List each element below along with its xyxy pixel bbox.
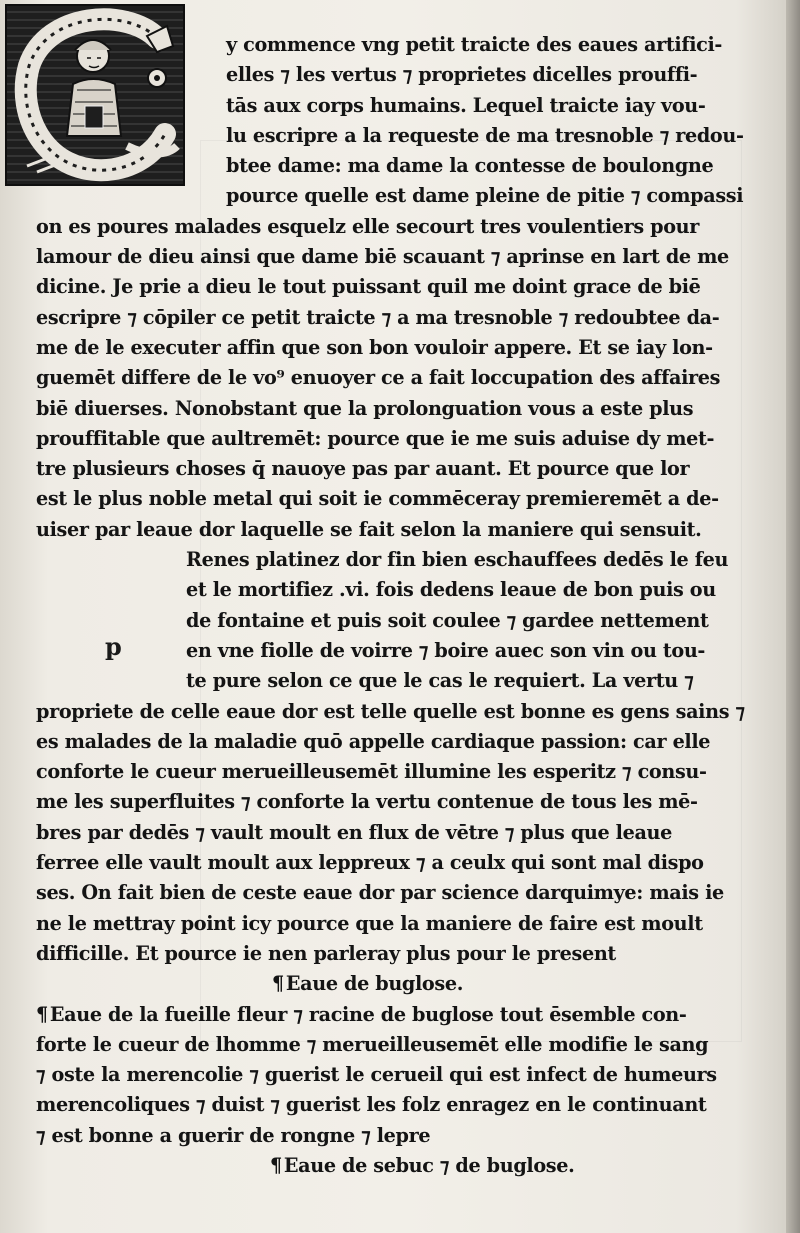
section-heading bbox=[36, 1151, 776, 1181]
text-line: propriete de celle eaue dor est telle quelle est bonne es gens sains ⁊ bbox=[36, 699, 745, 723]
text-line: elles ⁊ les vertus ⁊ proprietes dicelles prouffi- bbox=[226, 63, 698, 87]
text-line: bres par dedēs ⁊ vault moult en flux de vētre ⁊ plus que leaue bbox=[36, 820, 673, 844]
marginal-note: p bbox=[105, 632, 122, 661]
text-line: en vne fiolle de voirre ⁊ boire auec son vin ou tou- bbox=[186, 638, 706, 662]
text-line-content: Eaue de la fueille fleur ⁊ racine de buglose tout ēsemble con- bbox=[49, 1002, 687, 1026]
text-line: est le plus noble metal qui soit ie commēceray premieremēt a de- bbox=[36, 487, 719, 511]
text-line: guemēt differe de le vo⁹ enuoyer ce a fait loccupation des affaires bbox=[36, 366, 721, 390]
text-line: difficille. Et pource ie nen parleray plus pour le present bbox=[36, 941, 616, 965]
text-line: ⁊ est bonne a guerir de rongne ⁊ lepre bbox=[36, 1123, 431, 1147]
pilcrow-icon: ¶ bbox=[272, 972, 284, 996]
text-line: prouffitable que aultremēt: pource que ie me suis aduise dy met- bbox=[36, 426, 715, 450]
text-line: tās aux corps humains. Lequel traicte iay vou- bbox=[226, 93, 706, 117]
text-line: te pure selon ce que le cas le requiert. La vertu ⁊ bbox=[186, 669, 694, 693]
text-line: ses. On fait bien de ceste eaue dor par science darquimye: mais ie bbox=[36, 881, 724, 905]
text-line: me les superfluites ⁊ conforte la vertu contenue de tous les mē- bbox=[36, 790, 698, 814]
text-line: btee dame: ma dame la contesse de boulongne bbox=[226, 154, 714, 178]
section-heading bbox=[36, 969, 776, 999]
text-line: escripre ⁊ cōpiler ce petit traicte ⁊ a ma tresnoble ⁊ redoubtee da- bbox=[36, 305, 720, 329]
text-line: uiser par leaue dor laquelle se fait selon la maniere qui sensuit. bbox=[36, 517, 702, 541]
pilcrow-icon: ¶ bbox=[270, 1153, 282, 1177]
text-line: merencoliques ⁊ duist ⁊ guerist les folz enragez en le continuant bbox=[36, 1093, 707, 1117]
text-line: pource quelle est dame pleine de pitie ⁊ compassi bbox=[226, 184, 744, 208]
pilcrow-icon: ¶ bbox=[36, 1002, 48, 1026]
section-heading-text: Eaue de sebuc ⁊ de buglose. bbox=[283, 1153, 575, 1177]
text-line: on es poures malades esquelz elle secourt tres voulentiers pour bbox=[36, 214, 700, 238]
text-line: forte le cueur de lhomme ⁊ merueilleusemēt elle modifie le sang bbox=[36, 1032, 709, 1056]
text-line: de fontaine et puis soit coulee ⁊ gardee nettement bbox=[186, 608, 709, 632]
text-line: dicine. Je prie a dieu le tout puissant quil me doint grace de biē bbox=[36, 275, 701, 299]
text-line: Renes platinez dor fin bien eschauffees dedēs le feu bbox=[186, 548, 729, 572]
text-line: ferree elle vault moult aux leppreux ⁊ a ceulx qui sont mal dispo bbox=[36, 851, 704, 875]
text-line bbox=[36, 1000, 776, 1030]
text-line: me de le executer affin que son bon vouloir appere. Et se iay lon- bbox=[36, 335, 713, 359]
text-line: tre plusieurs choses q̄ nauoye pas par auant. Et pource que lor bbox=[36, 457, 690, 481]
page-edge bbox=[786, 0, 800, 1233]
text-line: y commence vng petit traicte des eaues artifici- bbox=[226, 33, 723, 56]
text-line: lamour de dieu ainsi que dame biē scauant ⁊ aprinse en lart de me bbox=[36, 245, 729, 269]
text-line: biē diuerses. Nonobstant que la prolonguation vous a este plus bbox=[36, 396, 694, 420]
text-line: lu escripre a la requeste de ma tresnoble ⁊ redou- bbox=[226, 123, 744, 147]
section-heading-text: Eaue de buglose. bbox=[285, 972, 464, 996]
body-text bbox=[36, 30, 776, 1181]
text-line: es malades de la maladie quō appelle cardiaque passion: car elle bbox=[36, 729, 711, 753]
text-line: et le mortifiez .vi. fois dedens leaue de bon puis ou bbox=[186, 578, 716, 602]
text-line: ne le mettray point icy pource que la maniere de faire est moult bbox=[36, 911, 703, 935]
text-line: ⁊ oste la merencolie ⁊ guerist le cerueil qui est infect de humeurs bbox=[36, 1063, 717, 1087]
text-line: conforte le cueur merueilleusemēt illumine les esperitz ⁊ consu- bbox=[36, 760, 707, 784]
